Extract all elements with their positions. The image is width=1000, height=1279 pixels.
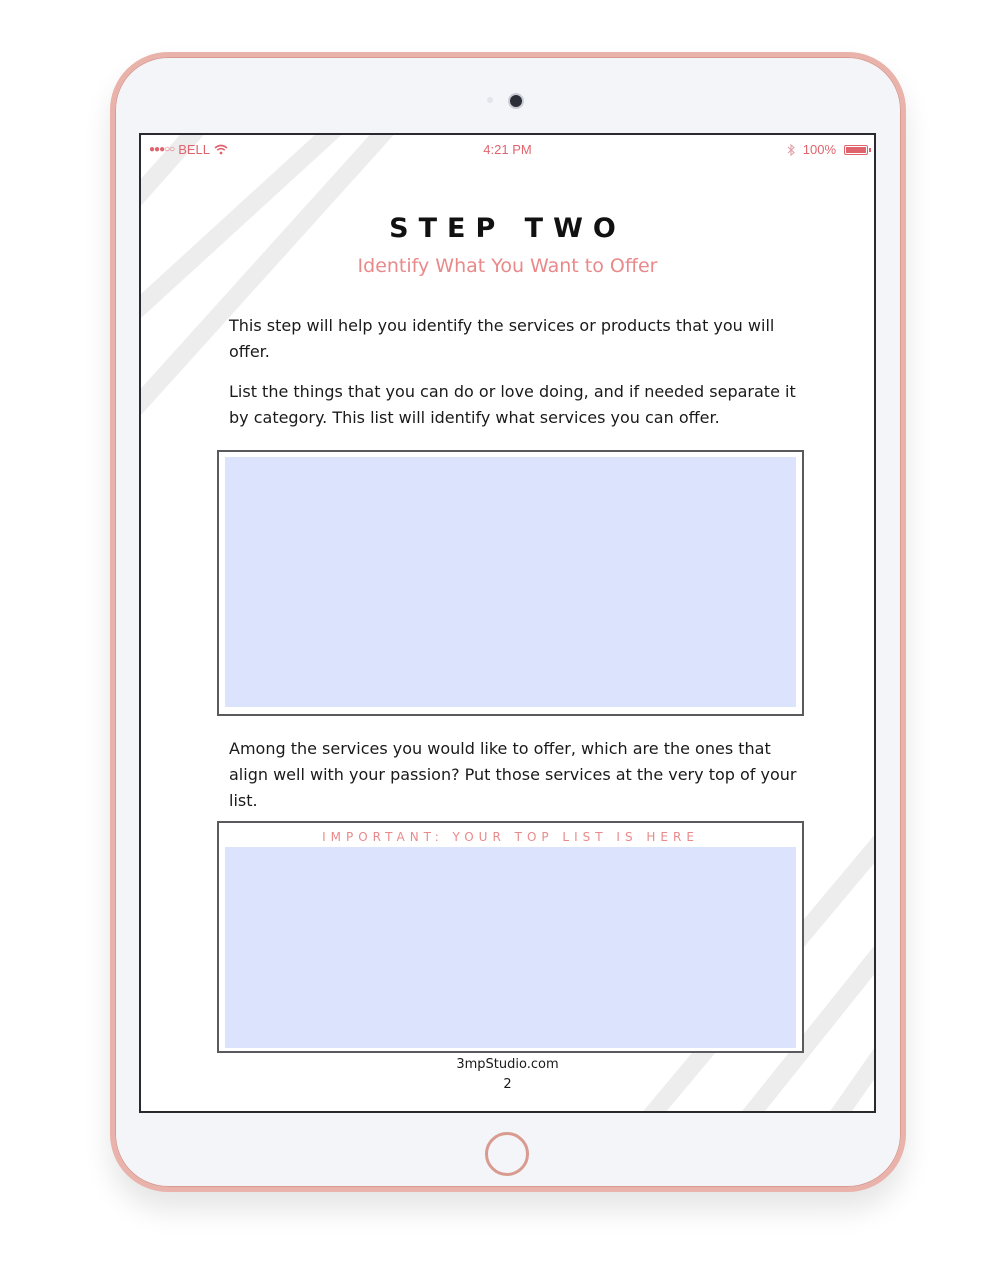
tablet-screen bbox=[139, 133, 876, 1113]
page-subtitle: Identify What You Want to Offer bbox=[357, 255, 658, 277]
status-time: 4:21 PM bbox=[483, 142, 532, 157]
signal-dots-icon: ●●●○○ bbox=[149, 144, 175, 155]
battery-icon bbox=[844, 145, 868, 155]
carrier-label: BELL bbox=[178, 142, 211, 157]
passion-paragraph: Among the services you would like to offer, which are the ones that align well with your passion? Put those services at the very top of your list. bbox=[229, 739, 797, 810]
proximity-sensor bbox=[487, 97, 493, 103]
front-camera-icon bbox=[508, 93, 524, 109]
intro-paragraph: This step will help you identify the services or products that you will offer. bbox=[229, 316, 775, 361]
top-list-label: IMPORTANT: YOUR TOP LIST IS HERE bbox=[322, 830, 699, 844]
services-list-field[interactable] bbox=[225, 457, 796, 707]
status-bar bbox=[141, 135, 874, 163]
page-number: 2 bbox=[503, 1077, 512, 1092]
battery-label: 100% bbox=[802, 142, 836, 157]
home-button[interactable] bbox=[485, 1132, 529, 1176]
instruction-paragraph: List the things that you can do or love doing, and if needed separate it by category. This list will identify what services you can offer. bbox=[229, 382, 796, 427]
footer-site: 3mpStudio.com bbox=[456, 1057, 559, 1072]
top-list-box bbox=[217, 821, 804, 1053]
page-title: STEP TWO bbox=[389, 213, 626, 244]
top-list-field[interactable] bbox=[225, 847, 796, 1048]
services-list-box bbox=[217, 450, 804, 716]
bluetooth-icon bbox=[787, 144, 795, 156]
